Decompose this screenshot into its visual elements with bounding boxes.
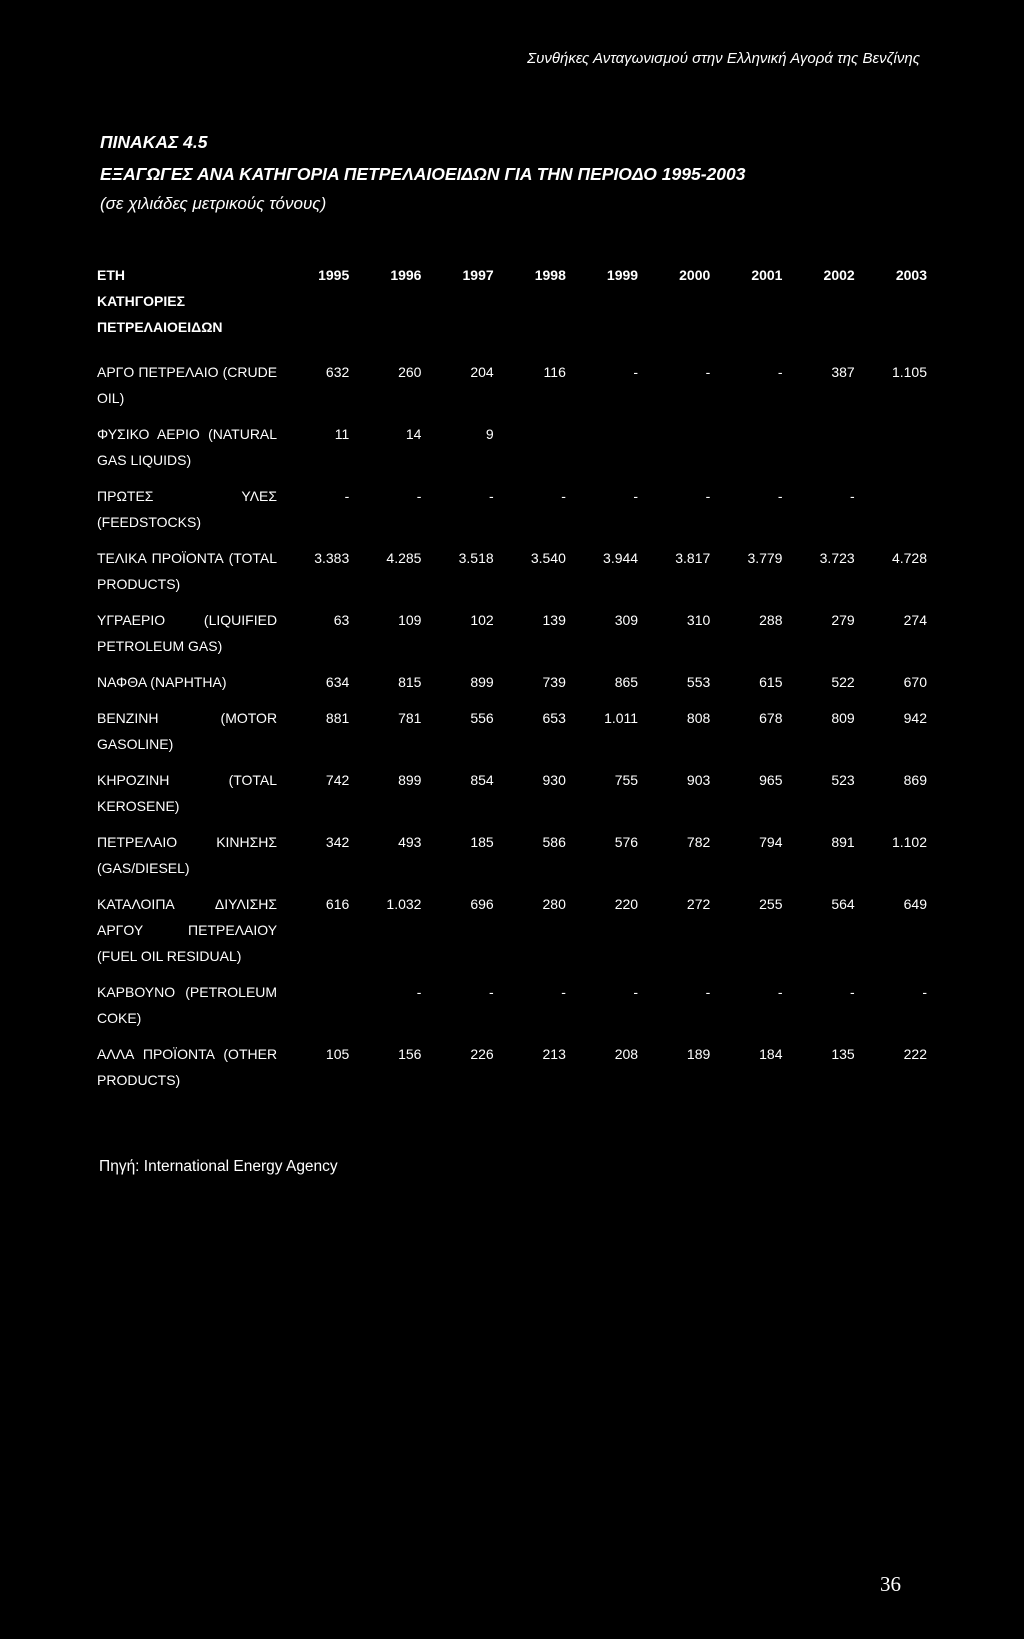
value-cell: 815	[398, 674, 422, 690]
table-body	[97, 354, 927, 1098]
value-cell: 553	[686, 674, 711, 690]
value-cell: 189	[686, 1046, 711, 1062]
year-header: 1999	[606, 267, 639, 283]
source-note: Πηγή: International Energy Agency	[99, 1158, 338, 1175]
table-row	[97, 664, 927, 700]
value-cell: 185	[470, 834, 494, 850]
value-cell	[638, 416, 710, 478]
value-cell: 387	[831, 364, 855, 380]
value-cell: 274	[903, 612, 927, 628]
value-cell: -	[705, 488, 711, 504]
value-cell: 3.779	[747, 550, 783, 566]
year-header: 2001	[751, 267, 783, 283]
value-cell: 942	[903, 710, 927, 726]
value-cell: 696	[470, 896, 494, 912]
category-label: ΚΑΡΒΟΥΝΟ (PETROLEUM COKE)	[97, 984, 278, 1026]
value-cell: 4.728	[891, 550, 927, 566]
value-cell: 222	[903, 1046, 927, 1062]
header-categories-label: ΚΑΤΗΓΟΡΙΕΣ	[97, 293, 185, 309]
value-cell: 794	[759, 834, 783, 850]
table-row	[97, 416, 927, 478]
year-header: 1996	[390, 267, 422, 283]
value-cell: 105	[325, 1046, 350, 1062]
value-cell: -	[633, 984, 639, 1000]
category-label: ΚΑΤΑΛΟΙΠΑ ΔΙΥΛΙΣΗΣ ΑΡΓΟΥ ΠΕΤΡΕΛΑΙΟΥ (FUEL OIL RESIDUAL)	[97, 896, 278, 964]
value-cell: 226	[470, 1046, 494, 1062]
year-header: 1997	[462, 267, 494, 283]
running-header: Συνθήκες Ανταγωνισμού στην Ελληνική Αγορά της Βενζίνης	[527, 50, 920, 67]
year-header: 2000	[679, 267, 711, 283]
value-cell: 309	[614, 612, 639, 628]
value-cell	[566, 416, 638, 478]
table-row	[97, 1036, 927, 1098]
value-cell: 616	[325, 896, 350, 912]
value-cell: -	[705, 984, 711, 1000]
value-cell: 678	[759, 710, 783, 726]
value-cell: 522	[831, 674, 855, 690]
value-cell: -	[489, 984, 494, 1000]
value-cell: 3.944	[603, 550, 639, 566]
value-cell: 782	[686, 834, 711, 850]
value-cell: 899	[470, 674, 494, 690]
year-header: 2002	[823, 267, 855, 283]
value-cell: -	[633, 364, 639, 380]
value-cell: 781	[398, 710, 422, 726]
value-cell: 493	[398, 834, 422, 850]
value-cell: -	[561, 984, 566, 1000]
category-label: ΥΓΡΑΕΡΙΟ (LIQUIFIED PETROLEUM GAS)	[97, 612, 278, 654]
category-label: ΚΗΡΟΖΙΝΗ (TOTAL KEROSENE)	[97, 772, 278, 814]
value-cell: 634	[325, 674, 350, 690]
value-cell: 632	[325, 364, 350, 380]
category-label: ΑΛΛΑ ΠΡΟΪΟΝΤΑ (OTHER PRODUCTS)	[97, 1046, 278, 1088]
table-row	[97, 478, 927, 540]
table-title: ΕΞΑΓΩΓΕΣ ΑΝΑ ΚΑΤΗΓΟΡΙΑ ΠΕΤΡΕΛΑΙΟΕΙΔΩΝ ΓΙΑ ΤΗΝ ΠΕΡΙΟΔΟ 1995-2003	[100, 164, 746, 184]
value-cell: 4.285	[386, 550, 422, 566]
value-cell: -	[777, 364, 783, 380]
value-cell: -	[850, 488, 855, 504]
table-row	[97, 762, 927, 824]
table-row	[97, 540, 927, 602]
header-years-label: ΕΤΗ	[97, 267, 125, 283]
value-cell: -	[777, 488, 783, 504]
value-cell	[277, 974, 349, 1036]
value-cell: 9	[485, 426, 494, 442]
category-label: ΑΡΓΟ ΠΕΤΡΕΛΑΙΟ (CRUDE OIL)	[97, 364, 278, 406]
category-label: ΠΕΤΡΕΛΑΙΟ ΚΙΝΗΣΗΣ (GAS/DIESEL)	[97, 834, 278, 876]
value-cell: 3.817	[675, 550, 711, 566]
value-cell: 280	[542, 896, 566, 912]
value-cell: 3.518	[458, 550, 494, 566]
value-cell: 220	[614, 896, 639, 912]
category-label: ΤΕΛΙΚΑ ΠΡΟΪΟΝΤΑ (TOTAL PRODUCTS)	[97, 550, 278, 592]
value-cell: 564	[831, 896, 855, 912]
value-cell: 1.011	[604, 710, 639, 726]
value-cell: 213	[542, 1046, 566, 1062]
value-cell: 755	[614, 772, 639, 788]
value-cell: 139	[542, 612, 566, 628]
value-cell: 891	[831, 834, 855, 850]
value-cell: 739	[542, 674, 566, 690]
category-label: ΦΥΣΙΚΟ ΑΕΡΙΟ (NATURAL GAS LIQUIDS)	[97, 426, 278, 468]
header-label-cell	[97, 262, 277, 354]
exports-table	[97, 262, 927, 1098]
value-cell: 288	[759, 612, 783, 628]
page-number: 36	[880, 1572, 901, 1596]
value-cell: 854	[470, 772, 494, 788]
value-cell: 11	[334, 426, 350, 442]
value-cell: 809	[831, 710, 855, 726]
value-cell	[782, 416, 854, 478]
value-cell: 615	[759, 674, 783, 690]
value-cell: 116	[543, 364, 566, 380]
value-cell: 1.102	[891, 834, 927, 850]
value-cell: 965	[759, 772, 783, 788]
table-row	[97, 354, 927, 416]
value-cell: 135	[831, 1046, 855, 1062]
value-cell: -	[850, 984, 855, 1000]
value-cell: 255	[759, 896, 783, 912]
value-cell: 3.383	[314, 550, 350, 566]
value-cell: 1.032	[386, 896, 422, 912]
value-cell: 576	[614, 834, 639, 850]
value-cell: 930	[542, 772, 566, 788]
table-caption	[100, 126, 920, 218]
year-header: 2003	[895, 267, 927, 283]
value-cell: 14	[405, 426, 422, 442]
value-cell: 742	[325, 772, 350, 788]
value-cell: 881	[325, 710, 350, 726]
value-cell: 3.723	[819, 550, 855, 566]
value-cell: -	[344, 488, 350, 504]
category-label: ΝΑΦΘΑ (NAPHTHA)	[97, 674, 227, 690]
value-cell	[855, 478, 927, 540]
value-cell: 653	[542, 710, 566, 726]
value-cell: 208	[614, 1046, 639, 1062]
value-cell: 649	[903, 896, 927, 912]
table-row	[97, 824, 927, 886]
value-cell: 204	[470, 364, 494, 380]
table-row	[97, 974, 927, 1036]
value-cell: -	[416, 488, 422, 504]
value-cell: 899	[398, 772, 422, 788]
value-cell	[710, 416, 782, 478]
value-cell: -	[705, 364, 711, 380]
value-cell: 310	[686, 612, 711, 628]
value-cell: 102	[470, 612, 494, 628]
value-cell: -	[922, 984, 927, 1000]
category-label: ΠΡΩΤΕΣ ΥΛΕΣ (FEEDSTOCKS)	[97, 488, 278, 530]
table-units: (σε χιλιάδες μετρικούς τόνους)	[100, 194, 327, 213]
year-header: 1998	[534, 267, 566, 283]
value-cell: 342	[325, 834, 350, 850]
value-cell: -	[416, 984, 422, 1000]
value-cell	[855, 416, 927, 478]
value-cell: 109	[398, 612, 422, 628]
value-cell	[494, 416, 566, 478]
value-cell: -	[777, 984, 783, 1000]
value-cell: 869	[903, 772, 927, 788]
value-cell: -	[633, 488, 639, 504]
value-cell: 903	[686, 772, 711, 788]
value-cell: 808	[686, 710, 711, 726]
value-cell: 556	[470, 710, 494, 726]
value-cell: 523	[831, 772, 855, 788]
year-header: 1995	[318, 267, 350, 283]
table-row	[97, 602, 927, 664]
value-cell: 3.540	[530, 550, 566, 566]
value-cell: -	[489, 488, 494, 504]
value-cell: 272	[686, 896, 711, 912]
category-label: ΒΕΝΖΙΝΗ (MOTOR GASOLINE)	[97, 710, 278, 752]
value-cell: 586	[542, 834, 566, 850]
table-row	[97, 700, 927, 762]
table-row	[97, 886, 927, 974]
value-cell: 260	[398, 364, 422, 380]
table-number: ΠΙΝΑΚΑΣ 4.5	[100, 132, 208, 152]
value-cell: 156	[398, 1046, 422, 1062]
value-cell: 1.105	[891, 364, 927, 380]
value-cell: 184	[759, 1046, 783, 1062]
value-cell: 865	[614, 674, 639, 690]
value-cell: 670	[903, 674, 927, 690]
table-header-row	[97, 262, 927, 354]
value-cell: -	[561, 488, 566, 504]
header-products-label: ΠΕΤΡΕΛΑΙΟΕΙΔΩΝ	[97, 319, 223, 335]
value-cell: 279	[831, 612, 855, 628]
value-cell: 63	[333, 612, 350, 628]
